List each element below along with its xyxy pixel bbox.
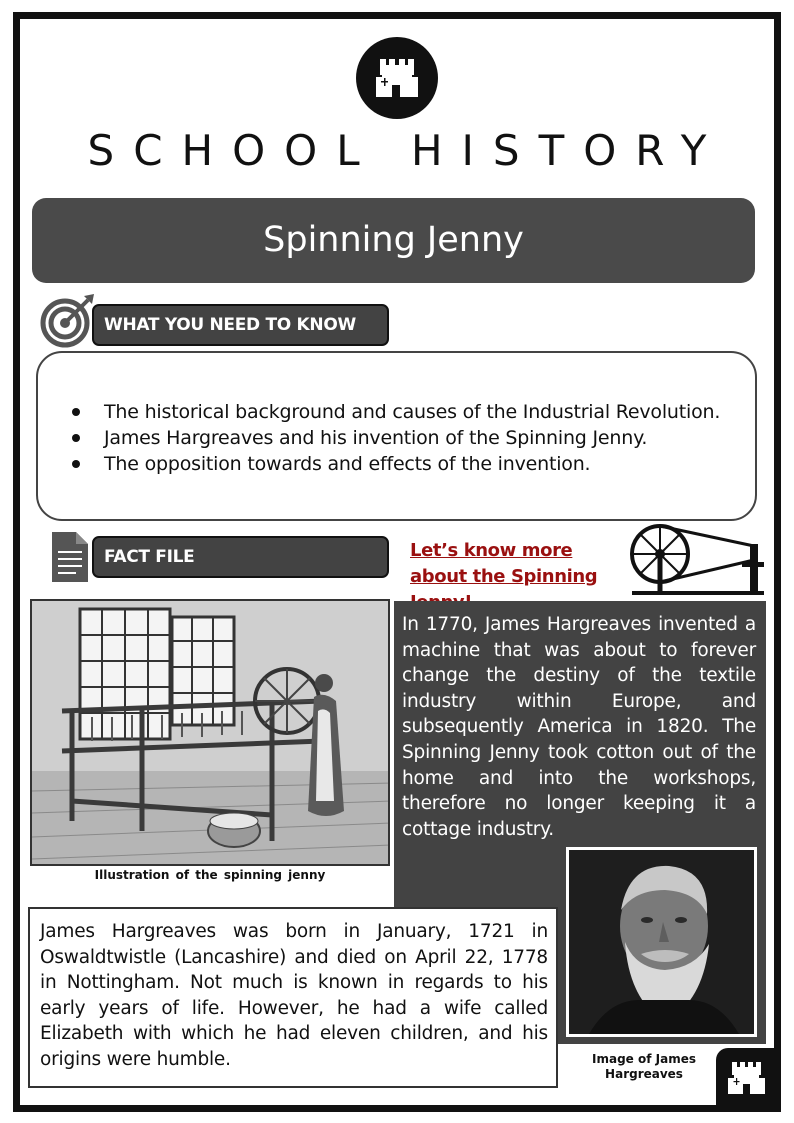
document-icon	[50, 530, 90, 589]
list-item: The opposition towards and effects of the invention.	[104, 451, 720, 477]
fact-file-prompt: Let’s know more about the Spinning	[410, 540, 598, 587]
castle-icon	[716, 1048, 781, 1112]
spinning-wheel-icon	[630, 520, 770, 605]
portrait-caption: Image of James Hargreaves	[592, 1052, 696, 1081]
page-title: Spinning Jenny	[32, 198, 755, 283]
biography-box	[28, 907, 558, 1088]
spinning-jenny-illustration	[30, 599, 390, 866]
james-hargreaves-portrait	[566, 847, 757, 1037]
castle-icon	[356, 37, 438, 119]
need-to-know-heading: WHAT YOU NEED TO KNOW	[92, 304, 389, 346]
biography-text: James Hargreaves was born in January, 1721 in Oswaldtwistle (Lancashire) and died on April 22, 1778 in Nottingham. Not much is known in regards to his early years of life. However, he had a wife called Elizabeth with which he had eleven children, and his origins were humble.	[40, 921, 548, 1070]
fact-file-intro: In 1770, James Hargreaves invented a machine that was about to forever change the destiny of the textile industry within Europe, and subsequently America in 1820. The Spinning Jenny took cotton out of the home and into the workshops, therefore no longer keeping it a cottage industry.	[402, 614, 756, 840]
need-to-know-box	[36, 351, 757, 521]
list-item: The historical background and causes of the Industrial Revolution.	[104, 401, 721, 423]
need-to-know-list	[104, 399, 720, 477]
target-icon	[38, 290, 98, 355]
illustration-caption: Illustration of the spinning jenny	[94, 868, 326, 882]
brand-name: SCHOOL HISTORY	[87, 126, 726, 175]
fact-file-heading: FACT FILE	[92, 536, 389, 578]
list-item: James Hargreaves and his invention of the Spinning Jenny.	[104, 425, 720, 451]
